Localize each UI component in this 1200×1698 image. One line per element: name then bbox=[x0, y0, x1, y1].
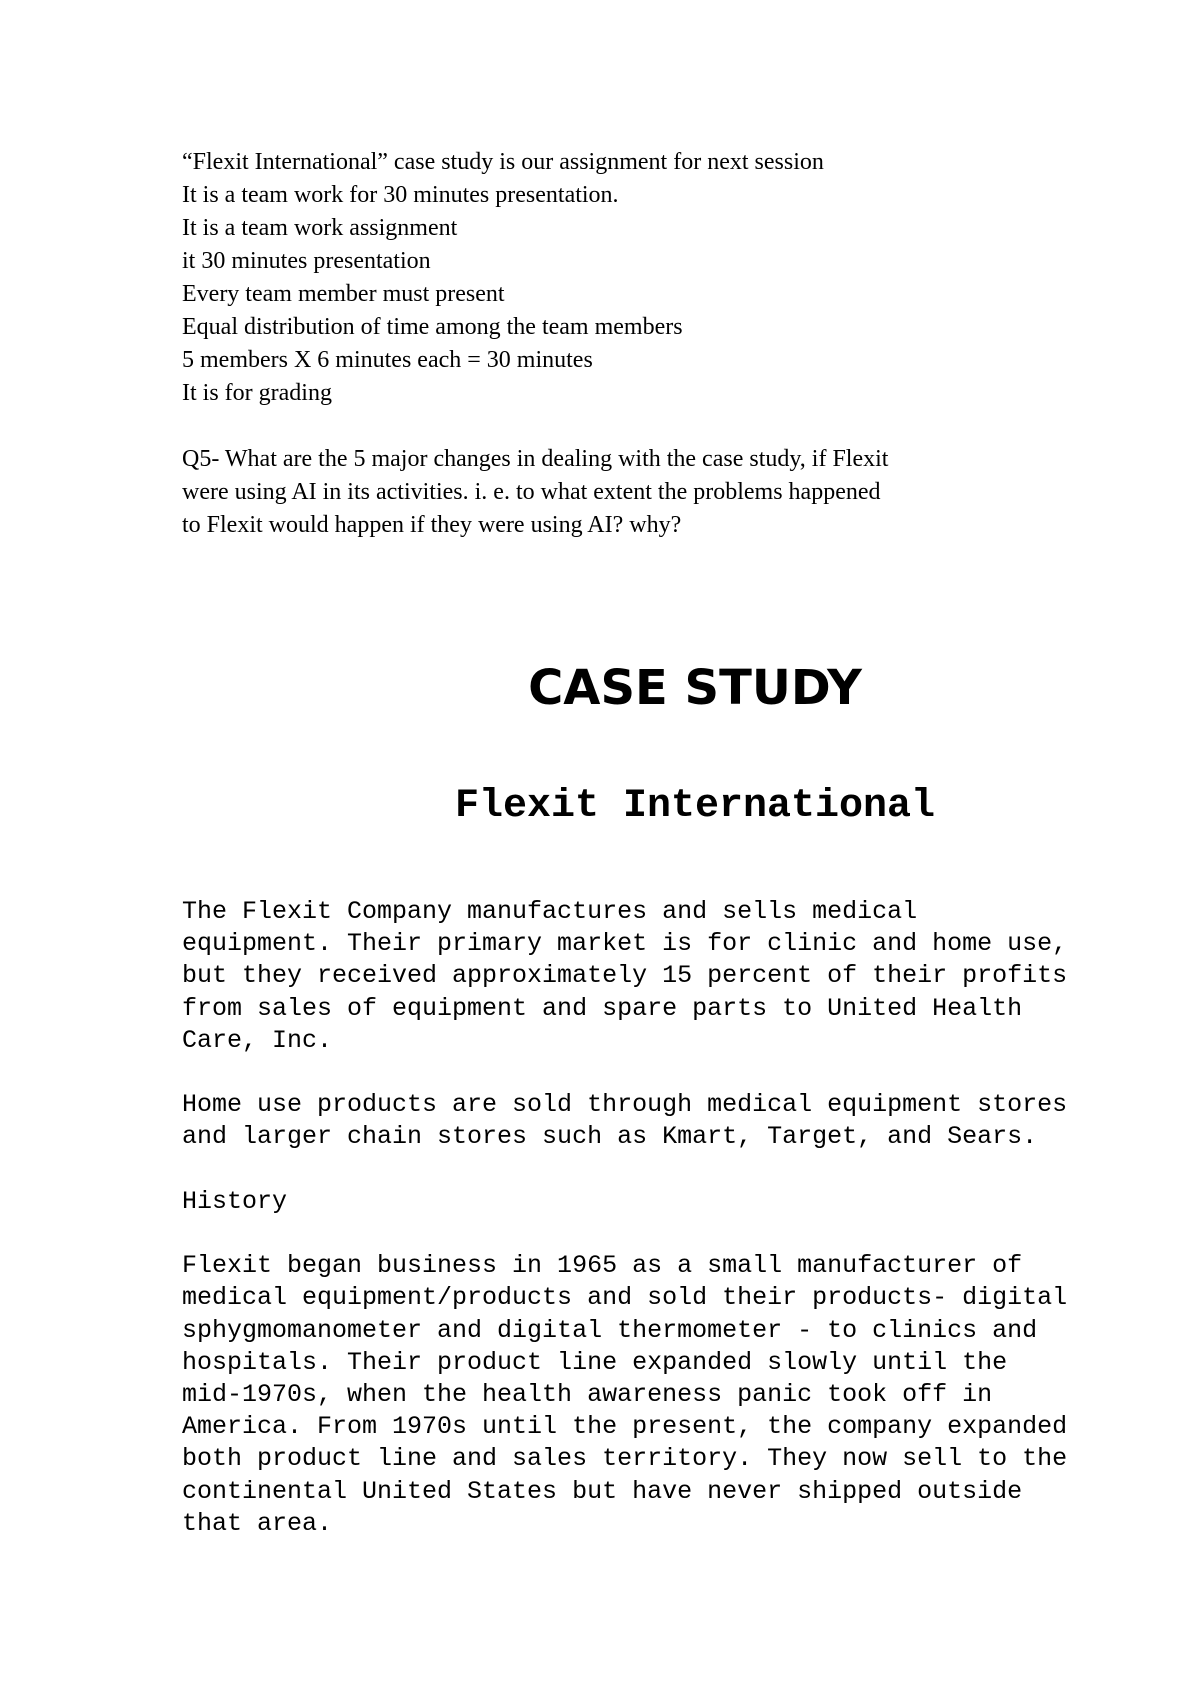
paragraph-history: Flexit began business in 1965 as a small manufacturer of medical equipment/products and sold their products- digital sphygmomanometer and digital thermometer - to clinics and hospitals. Their product line expanded slowly until the mid-1970s, when the health awareness panic took off in America. From 1970s until the present, the company expanded both product line and sales territory. They now sell to the continental United States but have never shipped outside that area. bbox=[182, 1251, 1068, 1538]
assignment-line: “Flexit International” case study is our assignment for next session bbox=[182, 149, 824, 175]
assignment-line: Equal distribution of time among the team members bbox=[182, 314, 683, 340]
assignment-line: 5 members X 6 minutes each = 30 minutes bbox=[182, 347, 593, 373]
case-study-title: CASE STUDY bbox=[528, 660, 862, 716]
case-study-body bbox=[182, 896, 1192, 1572]
assignment-line: Every team member must present bbox=[182, 281, 505, 307]
question-line: Q5- What are the 5 major changes in dealing with the case study, if Flexit bbox=[182, 446, 889, 472]
assignment-line: It is a team work for 30 minutes presentation. bbox=[182, 182, 619, 208]
question-line: to Flexit would happen if they were using AI? why? bbox=[182, 512, 682, 538]
paragraph-company-overview: The Flexit Company manufactures and sells medical equipment. Their primary market is for clinic and home use, but they received approximately 15 percent of their profits from sales of equipment and spare parts to United Health Care, Inc. bbox=[182, 897, 1068, 1055]
assignment-notes bbox=[182, 146, 1082, 542]
assignment-line: it 30 minutes presentation bbox=[182, 248, 431, 274]
section-heading-history: History bbox=[182, 1186, 288, 1216]
case-study-subtitle: Flexit International bbox=[454, 784, 936, 829]
question-line: were using AI in its activities. i. e. to what extent the problems happened bbox=[182, 479, 881, 505]
assignment-line: It is for grading bbox=[182, 380, 332, 406]
assignment-line: It is a team work assignment bbox=[182, 215, 458, 241]
paragraph-home-use-products: Home use products are sold through medical equipment stores and larger chain stores such as Kmart, Target, and Sears. bbox=[182, 1090, 1068, 1152]
